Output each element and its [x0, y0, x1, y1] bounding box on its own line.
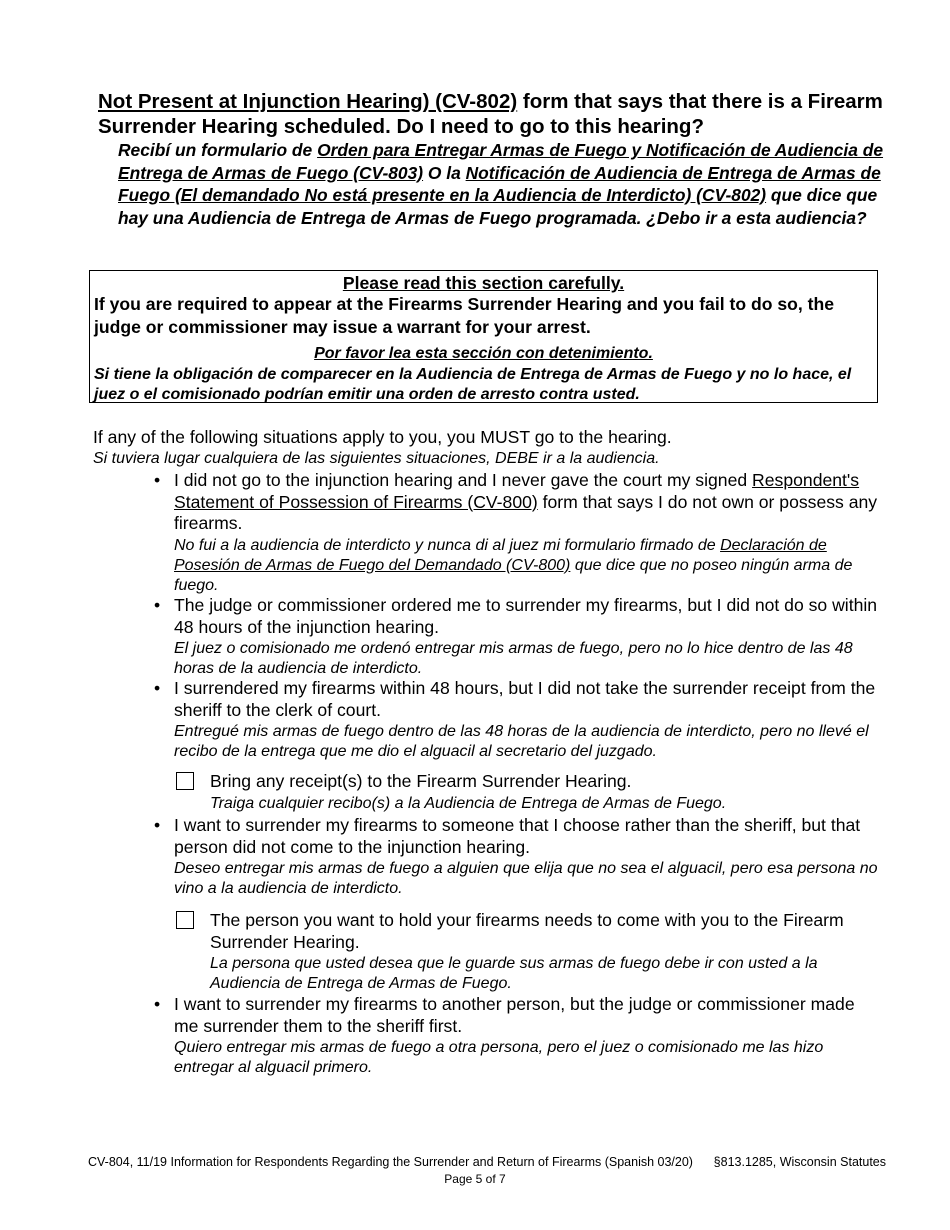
warning-box	[89, 270, 878, 403]
bullet-icon: •	[154, 994, 161, 1014]
intro-text-spanish: Si tuviera lugar cualquiera de las siguientes situaciones, DEBE ir a la audiencia.	[93, 450, 660, 467]
list-item	[154, 470, 879, 596]
heading-es-text: que dice que hay una Audiencia de Entrega de Armas de Fuego programada. ¿Debo ir a esta audiencia?	[118, 185, 878, 228]
check-text-spanish: La persona que usted desea que le guarde sus armas de fuego debe ir con usted a la Audiencia de Entrega de Armas de Fuego.	[210, 955, 818, 992]
list-item	[154, 994, 879, 1078]
item-text	[174, 470, 879, 535]
item-text-spanish: Deseo entregar mis armas de fuego a alguien que elija que no sea el alguacil, pero esa persona no vino a la audiencia de interdicto.	[174, 860, 878, 897]
item-text-spanish: Quiero entregar mis armas de fuego a otra persona, pero el juez o comisionado me las hizo entregar al alguacil primero.	[174, 1039, 824, 1076]
warning-title: Please read this section carefully.	[342, 273, 625, 293]
item-text: I surrendered my firearms within 48 hours, but I did not take the surrender receipt from the sheriff to the clerk of court.	[174, 678, 876, 720]
page-number: Page 5 of 7	[444, 1172, 506, 1186]
check-text: Bring any receipt(s) to the Firearm Surrender Hearing.	[210, 771, 632, 791]
item-text-part: que dice que no poseo ningún arma de fuego.	[174, 556, 853, 594]
check-text: The person you want to hold your firearms needs to come with you to the Firearm Surrender Hearing.	[210, 910, 844, 952]
item-text-part: I did not go to the injunction hearing and I never gave the court my signed	[174, 470, 753, 490]
list-item	[154, 815, 879, 899]
item-text-spanish: Entregué mis armas de fuego dentro de las 48 horas de la audiencia de interdicto, pero no llevé el recibo de la entrega que me dio el alguacil al secretario del juzgado.	[174, 723, 869, 760]
item-text-spanish	[174, 536, 879, 596]
form-reference-cv800-spanish: Declaración de Posesión de Armas de Fuego del Demandado (CV-800)	[174, 536, 827, 574]
heading-es-text: Recibí un formulario de	[118, 140, 318, 160]
check-text-spanish: Traiga cualquier recibo(s) a la Audiencia de Entrega de Armas de Fuego.	[210, 794, 727, 812]
section-heading-spanish	[118, 139, 908, 229]
warning-text-spanish: Si tiene la obligación de comparecer en la Audiencia de Entrega de Armas de Fuego y no lo hace, el juez o el comisionado podrían emitir una orden de arresto contra usted.	[94, 366, 852, 403]
heading-es-text: O la	[423, 162, 466, 183]
person-attend-checkbox[interactable]	[176, 911, 194, 929]
heading-es-form-cv802: Notificación de Audiencia de Entrega de Armas de Fuego (El demandado No está presente en la Audiencia de Interdicto) (CV-802)	[118, 162, 881, 205]
section-heading	[98, 89, 898, 139]
form-reference-cv800: Respondent's Statement of Possession of Firearms (CV-800)	[174, 470, 860, 512]
receipt-checkbox[interactable]	[176, 772, 194, 790]
bullet-icon: •	[154, 815, 161, 835]
bullet-icon: •	[154, 470, 161, 490]
checklist-item	[176, 910, 876, 994]
item-text-spanish: El juez o comisionado me ordenó entregar mis armas de fuego, pero no lo hice dentro de las 48 horas de la audiencia de interdicto.	[174, 640, 853, 677]
warning-title-spanish: Por favor lea esta sección con detenimiento.	[314, 345, 653, 362]
item-text-part: form that says I do not own or possess any firearms.	[174, 491, 878, 533]
item-text: I want to surrender my firearms to someone that I choose rather than the sheriff, but that person did not come to the injunction hearing.	[174, 815, 861, 857]
footer-statute: §813.1285, Wisconsin Statutes	[713, 1155, 886, 1169]
item-text: I want to surrender my firearms to another person, but the judge or commissioner made me surrender them to the sheriff first.	[174, 994, 855, 1036]
bullet-icon: •	[154, 678, 161, 698]
warning-text: If you are required to appear at the Firearms Surrender Hearing and you fail to do so, the judge or commissioner may issue a warrant for your arrest.	[94, 294, 835, 337]
intro-text: If any of the following situations apply to you, you MUST go to the hearing.	[93, 427, 672, 447]
list-item	[154, 595, 879, 679]
bullet-icon: •	[154, 595, 161, 615]
item-text: The judge or commissioner ordered me to surrender my firearms, but I did not do so within 48 hours of the injunction hearing.	[174, 595, 878, 637]
heading-question: form that says that there is a Firearm Surrender Hearing scheduled. Do I need to go to this hearing?	[98, 90, 883, 138]
heading-form-reference: Not Present at Injunction Hearing) (CV-802)	[98, 90, 518, 113]
item-text-part: No fui a la audiencia de interdicto y nunca di al juez mi formulario firmado de	[174, 536, 721, 554]
list-item	[154, 678, 879, 762]
checklist-item	[176, 771, 876, 814]
heading-es-form-cv803: Orden para Entregar Armas de Fuego y Notificación de Audiencia de Entrega de Armas de Fuego (CV-803)	[118, 140, 884, 183]
footer-form-info: CV-804, 11/19 Information for Respondents Regarding the Surrender and Return of Firearms (Spanish 03/20)	[88, 1155, 693, 1169]
